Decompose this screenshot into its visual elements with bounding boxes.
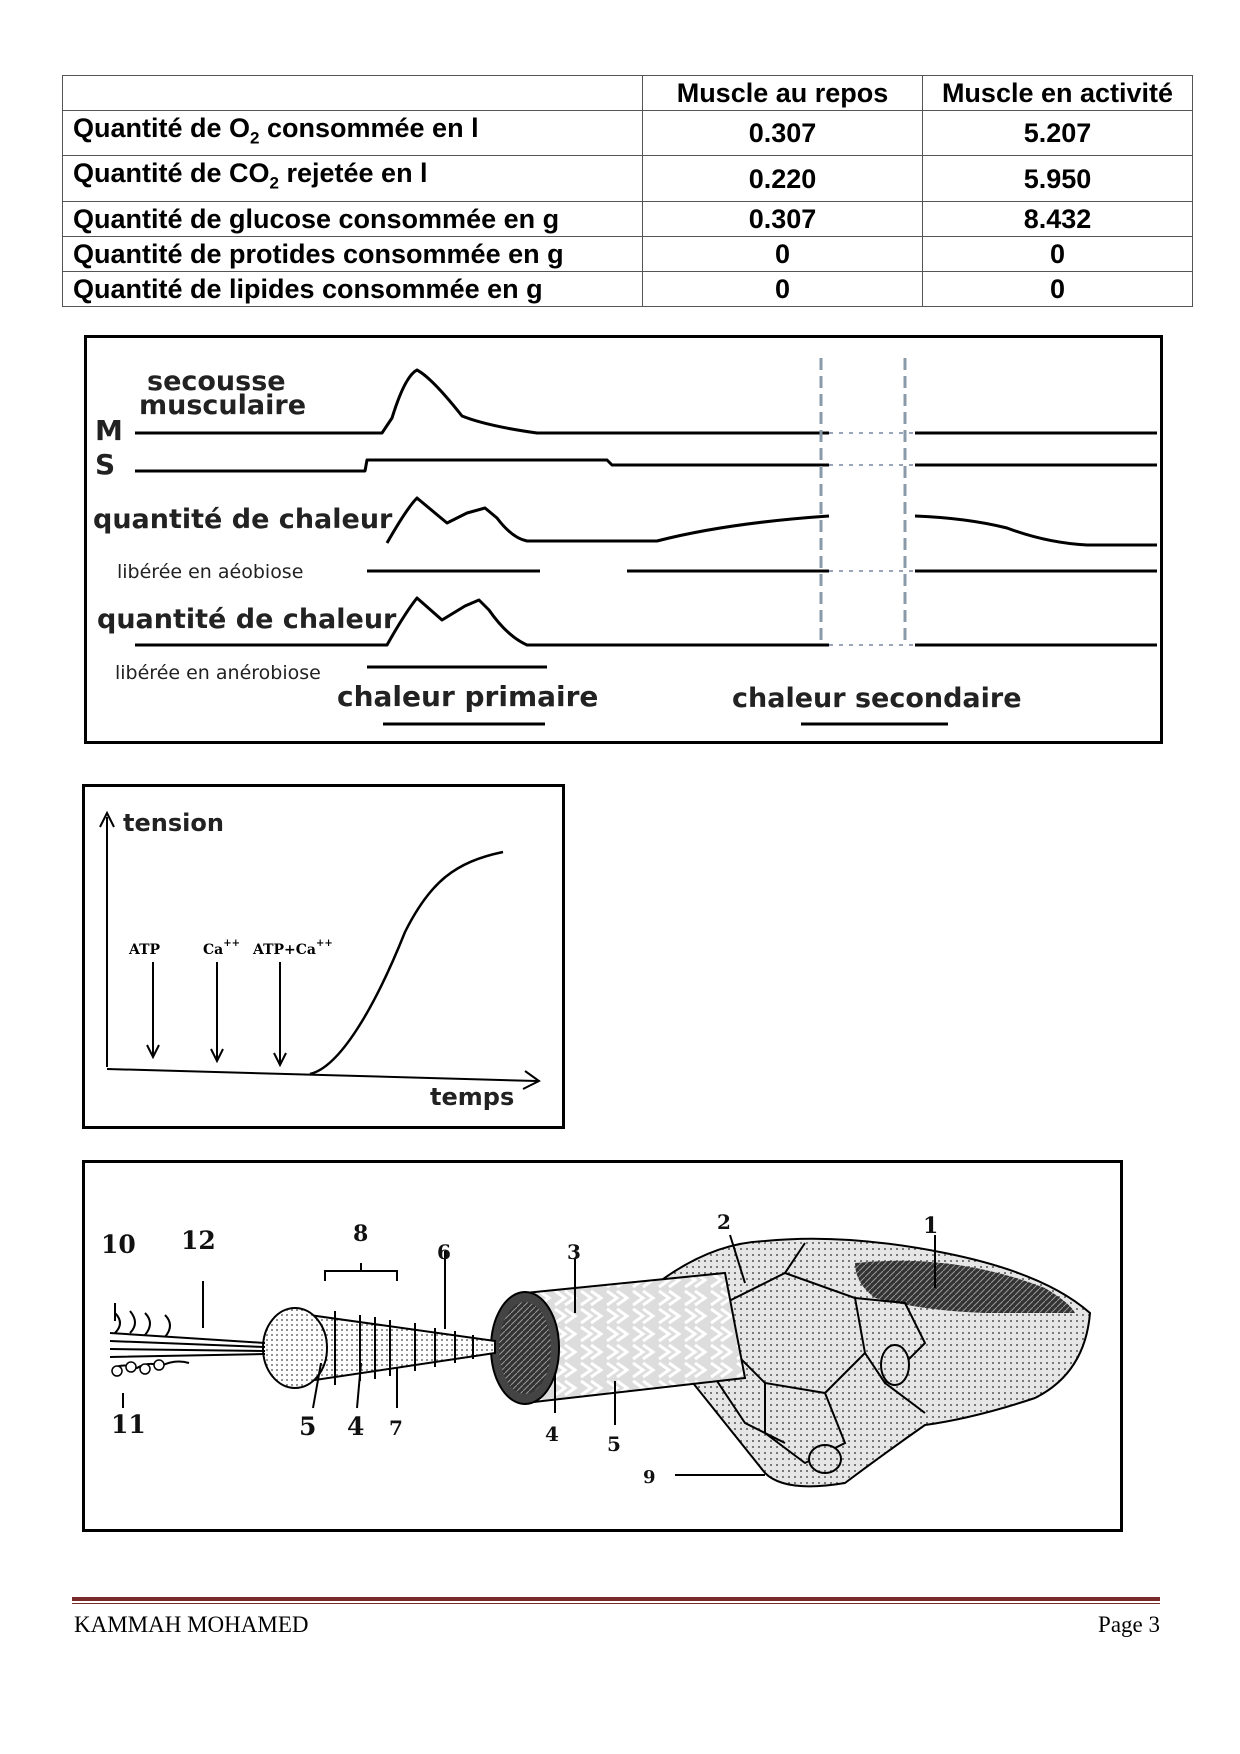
table-header-cell: Muscle en activité	[923, 76, 1193, 111]
label-chaleur-primaire: chaleur primaire	[337, 680, 599, 713]
value-repos: 0.307	[643, 111, 923, 156]
value-activite: 8.432	[923, 201, 1193, 236]
part-label-1: 1	[923, 1213, 939, 1239]
footer-author: KAMMAH MOHAMED	[74, 1612, 309, 1637]
break-gap-lines	[829, 433, 915, 645]
part-label-2: 2	[717, 1210, 731, 1234]
blood-vessel	[809, 1445, 841, 1473]
arrow-atp	[147, 962, 159, 1057]
bracket-8	[325, 1263, 397, 1281]
label-secousse-line1: secousse	[147, 366, 286, 397]
table-row	[63, 201, 1193, 236]
part-label-8: 8	[353, 1221, 369, 1247]
part-label-10: 10	[101, 1230, 136, 1259]
value-repos: 0.220	[643, 156, 923, 201]
row-label: Quantité de $O_2$ consommée en l	[63, 111, 643, 156]
label-liberee-anaerobiose: libérée en anérobiose	[115, 662, 321, 684]
table-row	[63, 236, 1193, 271]
part-label-5: 5	[299, 1412, 317, 1441]
part-label-6: 6	[437, 1240, 451, 1264]
myofilaments	[110, 1311, 265, 1368]
label-calcium: Ca++	[203, 938, 240, 958]
x-axis	[107, 1069, 537, 1081]
part-label-12: 12	[181, 1226, 216, 1255]
part-label-4: 4	[347, 1412, 365, 1441]
tension-figure	[82, 784, 565, 1129]
tension-curve	[310, 852, 503, 1074]
label-chaleur-secondaire: chaleur secondaire	[732, 683, 1022, 714]
label-liberee-aerobiose: libérée en aéobiose	[117, 561, 304, 583]
fascicle-end-inner	[499, 1302, 551, 1394]
aerobic-heat-trace	[387, 498, 1157, 545]
heat-figure-drawing	[87, 338, 1160, 741]
actin-bead	[154, 1360, 164, 1370]
row-label: Quantité de glucose consommée en g	[63, 201, 643, 236]
label-chaleur-aerobie: quantité de chaleur	[93, 504, 393, 535]
label-temps: temps	[430, 1083, 515, 1111]
row-label: Quantité de lipides consommée en g	[63, 271, 643, 306]
footer-page-number: Page 3	[1098, 1612, 1160, 1637]
label-atp-calcium: ATP+Ca++	[253, 938, 333, 958]
actin-bead	[112, 1366, 122, 1376]
part-label-5b: 5	[607, 1432, 621, 1456]
part-label-11: 11	[111, 1410, 146, 1439]
label-m: M	[95, 414, 123, 447]
value-activite: 5.207	[923, 111, 1193, 156]
value-activite: 0	[923, 236, 1193, 271]
value-activite: 0	[923, 271, 1193, 306]
value-repos: 0	[643, 271, 923, 306]
footer-rule-thin	[72, 1603, 1160, 1604]
part-label-3: 3	[567, 1240, 581, 1264]
muscle-structure-figure	[82, 1160, 1123, 1532]
footer-rule	[72, 1597, 1160, 1601]
muscle-structure-drawing	[85, 1163, 1120, 1529]
value-activite: 5.950	[923, 156, 1193, 201]
row-label: Quantité de protides consommée en g	[63, 236, 643, 271]
fiber-end	[263, 1308, 327, 1388]
table-header-row	[63, 76, 1193, 111]
arrow-calcium	[211, 962, 223, 1061]
label-tension: tension	[123, 809, 224, 837]
label-atp: ATP	[129, 942, 161, 958]
label-secousse-line2: musculaire	[139, 390, 307, 421]
part-label-4b: 4	[545, 1422, 559, 1446]
arrow-atp-calcium	[274, 962, 286, 1065]
label-chaleur-anaerobie: quantité de chaleur	[97, 604, 397, 635]
table-row	[63, 111, 1193, 156]
table-header-cell: Muscle au repos	[643, 76, 923, 111]
tension-figure-drawing	[85, 787, 562, 1126]
data-table	[62, 75, 1193, 307]
blood-vessel	[881, 1345, 909, 1385]
actin-bead	[140, 1364, 150, 1374]
table-header-cell	[63, 76, 643, 111]
stimulus-trace	[135, 460, 1157, 471]
value-repos: 0	[643, 236, 923, 271]
part-label-9: 9	[643, 1467, 656, 1488]
value-repos: 0.307	[643, 201, 923, 236]
heat-release-figure	[84, 335, 1163, 744]
row-label: Quantité de $CO_2$ rejetée en l	[63, 156, 643, 201]
actin-bead	[126, 1362, 136, 1372]
label-s: S	[95, 448, 116, 481]
table-row	[63, 156, 1193, 201]
part-label-7: 7	[389, 1416, 403, 1440]
table-row	[63, 271, 1193, 306]
